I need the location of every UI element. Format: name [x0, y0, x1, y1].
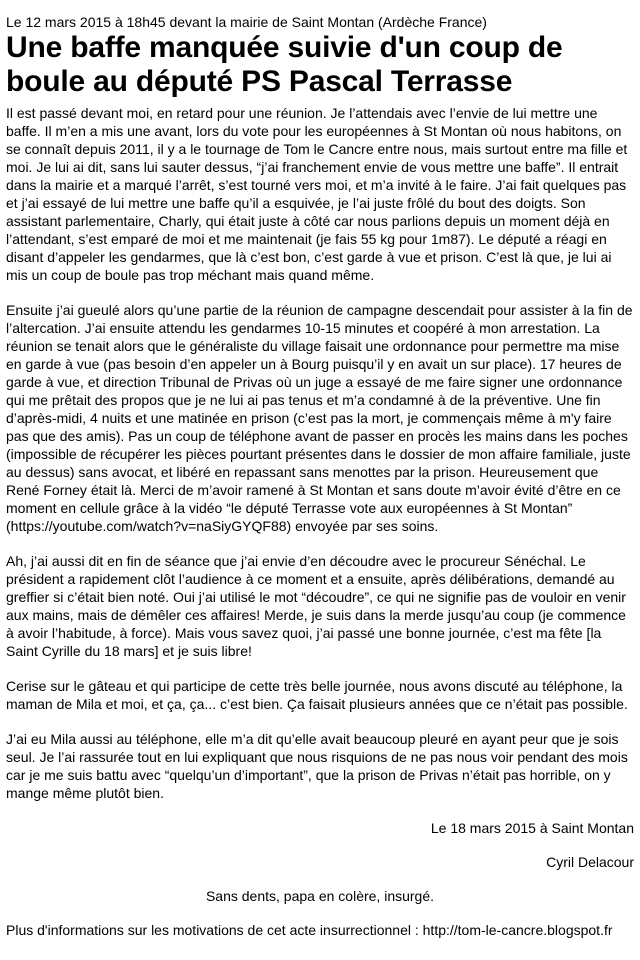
paragraph-3: Ah, j’ai aussi dit en fin de séance que j’ai envie d’en découdre avec le procureur Sénéchal. Le président a rapidement clôt l’audience à ce moment et a ensuite, après délibérations, demandé au greffier si c’était bien noté. Oui j’ai utilisé le mot “découdre”, ce qui ne signifie pas de vouloir en venir aux mains, mais de démêler ces affaires! Merde, je suis dans la merde jusqu’au coup (je commence à avoir l’habitude, à force). Mais vous savez quoi, j’ai passé une bonne journée, c’est ma fête [la Saint Cyrille du 18 mars] et je suis libre! [6, 553, 626, 659]
footer-info: Plus d'informations sur les motivations de cet acte insurrectionnel : http://tom-le-cancre.blogspot.fr [6, 922, 613, 938]
signoff-place-date: Le 18 mars 2015 à Saint Montan [430, 820, 634, 836]
paragraph-1: Il est passé devant moi, en retard pour une réunion. Je l’attendais avec l’envie de lui mettre une baffe. Il m’en a mis une avant, lors du vote pour les européennes à St Montan où nous habitons, on se connaît depuis 2011, il y a le tournage de Tom le Cancre entre nous, mais surtout entre ma fille et moi. Je lui ai dit, sans lui sauter dessus, “j’ai franchement envie de vous mettre une baffe”. Il entrait dans la mairie et a marqué l’arrêt, s’est tourné vers moi, et m’a invité à le faire. J’ai fait quelques pas et j’ai essayé de lui mettre une baffe qu’il a esquivée, je l’ai juste frôlé du bout des doigts. Son assistant parlementaire, Charly, qui était juste à côté car nous parlions depuis un moment déjà en l’attendant, s’est emparé de moi et me maintenait (je fais 55 kg pour 1m87). Le député a réagi en disant d’appeler les gendarmes, que là c’est bon, c’est garde à vue et prison. C’est là que, je lui ai mis un coup de boule pas trop méchant mais quand même. [6, 105, 628, 283]
dateline: Le 12 mars 2015 à 18h45 devant la mairie de Saint Montan (Ardèche France) [6, 14, 487, 30]
paragraph-4: Cerise sur le gâteau et qui participe de cette très belle journée, nous avons discuté au téléphone, la maman de Mila et moi, et ça, ça... c’est bien. Ça faisait plusieurs années que ce n’était pas possible. [6, 678, 628, 712]
paragraph-5: J’ai eu Mila aussi au téléphone, elle m’a dit qu’elle avait beaucoup pleuré en ayant peur que je sois seul. Je l’ai rassurée tout en lui expliquant que nous risquions de ne pas nous voir pendant des mois car je me suis battu avec “quelqu’un d’important”, que la prison de Privas n’était pas horrible, on y mange même plutôt bien. [6, 731, 628, 801]
signoff-author: Cyril Delacour [546, 854, 634, 870]
headline: Une baffe manquée suivie d'un coup de boule au député PS Pascal Terrasse [6, 31, 563, 98]
tagline: Sans dents, papa en colère, insurgé. [205, 888, 435, 904]
paragraph-2: Ensuite j’ai gueulé alors qu’une partie de la réunion de campagne descendait pour assister à la fin de l’altercation. J’ai ensuite attendu les gendarmes 10-15 minutes et coopéré à mon arrestation. La réunion se tenait alors que le généraliste du village faisait une ordonnance pour permettre ma mise en garde à vue (pas besoin d’en appeler un à Bourg puisqu’il y en avait un sur place). 17 heures de garde à vue, et direction Tribunal de Privas où un juge a essayé de me faire signer une ordonnance qui me prêtait des propos que je ne lui ai pas tenus et m’a condamné à de la préventive. Une fin d’après-midi, 4 nuits et une matinée en prison (c’est pas la mort, je commençais même à m'y faire pas que des amis). Pas un coup de téléphone avant de passer en procès les mains dans les poches (impossible de récupérer les pièces pourtant présentes dans le dossier de mon affaire familiale, juste au dessus) sans avocat, et libéré en repassant sans menottes par la prison. Heureusement que René Forney était là. Merci de m’avoir ramené à St Montan et sans doute m’avoir évité d’être en ce moment en cellule grâce à la vidéo “le député Terrasse vote aux européennes à St Montan” (https://youtube.com/watch?v=naSiyGYQF88) envoyée par ses soins. [6, 302, 633, 534]
